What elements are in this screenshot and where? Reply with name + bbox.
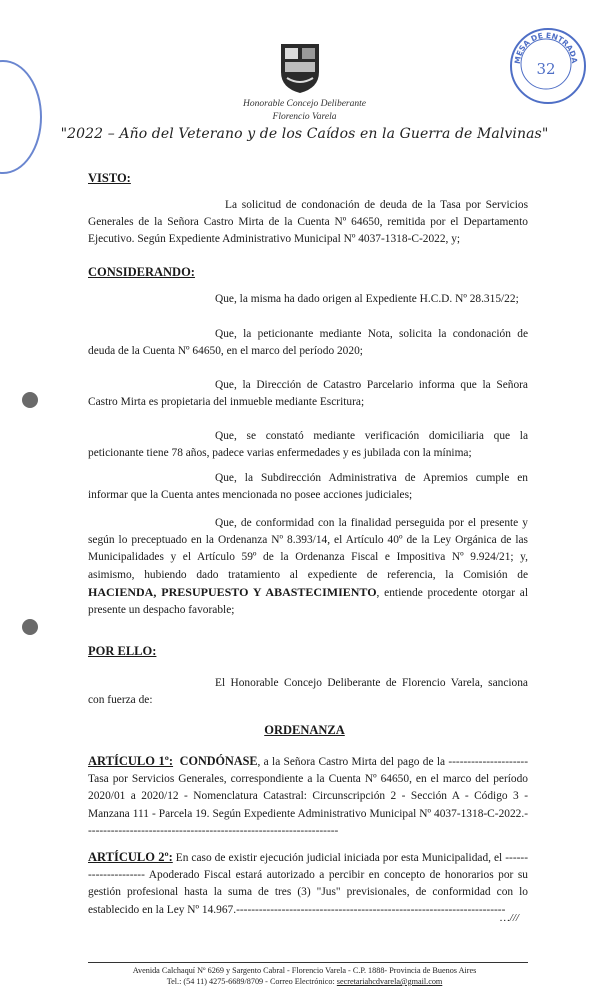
punch-hole-top (22, 392, 38, 408)
considerando-paragraph-5: Que, la Subdirección Administrativa de Apremios cumple en informar que la Cuenta antes mencionada no posee acciones judiciales; (88, 472, 528, 502)
continuation-mark: …/// (500, 912, 519, 924)
article-1 (88, 753, 528, 840)
reception-stamp (510, 28, 586, 104)
considerando-paragraph-6 (88, 515, 528, 619)
article-1-text: , a la Señora Castro Mirta del pago de la --------------------- Tasa por Servicios Generales, correspondiente a la Cuenta Nº 64650, en el marco del período 2020/01 a 2020/12 - Nomenclatura Catastral: Circunscripción 2 - Sección A - Código 3 - Manzana 111 - Parcela 19. Según Expediente Administrativo Municipal Nº 4037-1318-C-2022.------------------------------------------------------------------- (88, 756, 528, 837)
considerando-paragraph-1: Que, la misma ha dado origen al Expediente H.C.D. Nº 28.315/22; (215, 293, 519, 305)
footer-contact (0, 977, 609, 986)
municipal-crest-logo (279, 42, 321, 94)
city-name: Florencio Varela (272, 112, 337, 122)
article-1-label: ARTÍCULO 1º: (88, 754, 174, 768)
por-ello-heading: POR ELLO: (88, 644, 157, 658)
visto-heading: VISTO: (88, 171, 131, 185)
article-2 (88, 849, 528, 919)
considerando-paragraph-2: Que, la peticionante mediante Nota, solicita la condonación de deuda de la Cuenta Nº 64650, en el marco del período 2020; (88, 328, 528, 358)
commission-name: HACIENDA, PRESUPUESTO Y ABASTECIMIENTO (88, 584, 377, 599)
institution-name: Honorable Concejo Deliberante (243, 99, 366, 109)
paragraph-6-text-a: Que, de conformidad con la finalidad perseguida por el presente y según lo preceptuado en la Ordenanza Nº 8.393/14, el Artículo 40º de la Ley Orgánica de las Municipalidades y el Artículo 59º de la Ordenanza Fiscal e Impositiva Nº 9.924/21; y, asimismo, hubiendo dado tratamiento al expediente de referencia, la Comisión de (88, 517, 528, 581)
footer-email-link[interactable]: secretariahcdvarela@gmail.com (336, 977, 443, 986)
considerando-paragraph-3: Que, la Dirección de Catastro Parcelario informa que la Señora Castro Mirta es propietaria del inmueble mediante Escritura; (88, 379, 528, 409)
considerando-paragraph-4: Que, se constató mediante verificación domiciliaria que la peticionante tiene 78 años, padece varias enfermedades y es jubilada con la mínima; (88, 430, 528, 460)
footer-divider (88, 962, 528, 963)
article-2-text: En caso de existir ejecución judicial iniciada por esta Municipalidad, el --------------------- Apoderado Fiscal estará autorizado a percibir en concepto de honorarios por su gestión profesional hasta la suma de tres (3) "Jus" previsionales, de conformidad con lo establecido en la Ley Nº 14.967.----------------------------------------------------------------------- (88, 852, 528, 916)
stamp-number: 32 (536, 60, 556, 78)
por-ello-paragraph: El Honorable Concejo Deliberante de Florencio Varela, sanciona con fuerza de: (88, 677, 528, 707)
footer-address: Avenida Calchaquí Nº 6269 y Sargento Cabral - Florencio Varela - C.P. 1888- Provincia de Buenos Aires (132, 966, 477, 975)
article-1-verb: CONDÓNASE (179, 754, 258, 768)
paragraph-6-text-b: , entiende procedente otorgar al presente un despacho favorable; (88, 586, 528, 617)
considerando-heading: CONSIDERANDO: (88, 265, 195, 279)
article-2-label: ARTÍCULO 2º: (88, 850, 173, 864)
year-motto: "2022 – Año del Veterano y de los Caídos en la Guerra de Malvinas" (60, 126, 549, 142)
visto-paragraph: La solicitud de condonación de deuda de la Tasa por Servicios Generales de la Señora Castro Mirta de la Cuenta Nº 64650, remitida por el Departamento Ejecutivo. Según Expediente Administrativo Municipal Nº 4037-1318-C-2022, y; (88, 199, 528, 246)
footer-phone: Tel.: (54 11) 4275-6689/8709 - Correo Electrónico: (166, 977, 337, 986)
stamp-label: MESA DE ENTRADA (512, 30, 580, 65)
ordenanza-title: ORDENANZA (264, 723, 345, 737)
punch-hole-bottom (22, 619, 38, 635)
